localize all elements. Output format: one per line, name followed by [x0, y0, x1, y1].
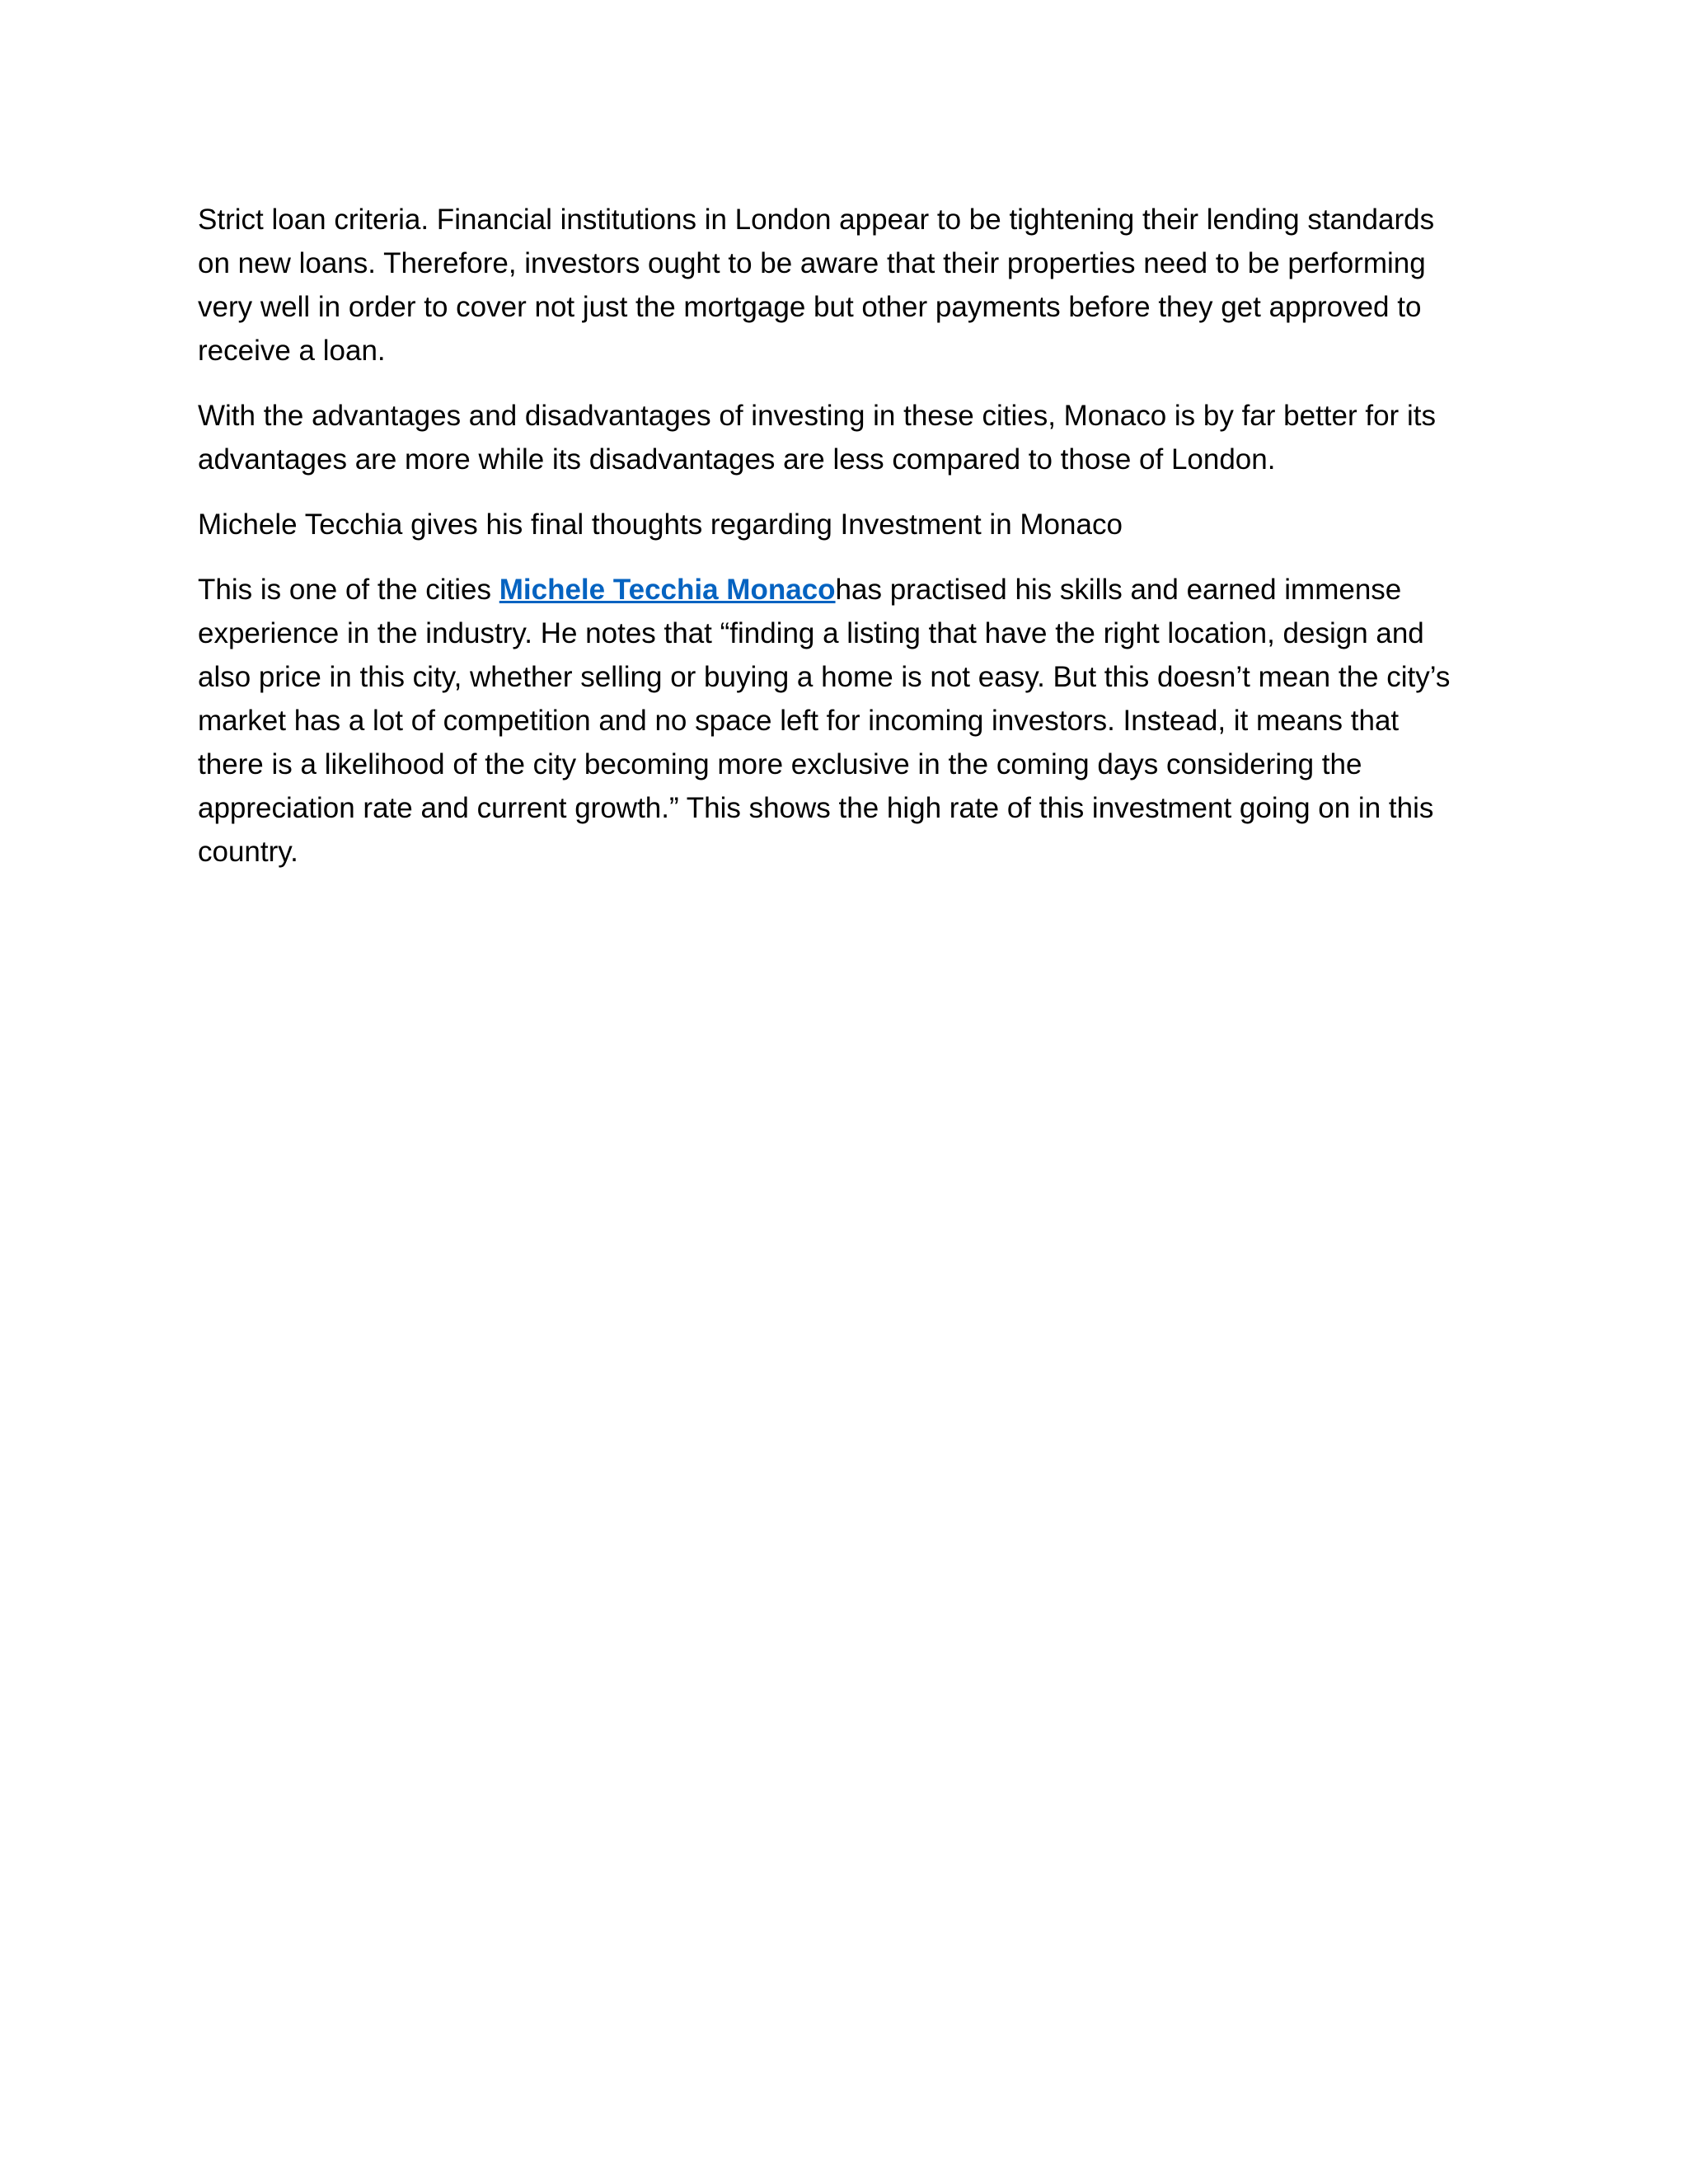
paragraph-loan-criteria: Strict loan criteria. Financial institutions in London appear to be tightening their lending standards on new loans. Therefore, investors ought to be aware that their properties need to be performing very well in order to cover not just the mortgage but other payments before they get approved to receive a loan. [198, 204, 1435, 367]
paragraph-final-thoughts [198, 568, 1467, 874]
michele-tecchia-monaco-link[interactable]: Michele Tecchia Monaco [499, 574, 836, 606]
paragraph-comparison: With the advantages and disadvantages of investing in these cities, Monaco is by far better for its advantages are more while its disadvantages are less compared to those of London. [198, 400, 1436, 476]
paragraph-final-thoughts-heading: Michele Tecchia gives his final thoughts regarding Investment in Monaco [198, 509, 1123, 541]
final-thoughts-text-after-link: has practised his skills and earned immense experience in the industry. He notes that “finding a listing that have the right location, design and also price in this city, whether selling or buying a home is not easy. But this doesn’t mean the city’s market has a lot of competition and no space left for incoming investors. Instead, it means that there is a likelihood of the city becoming more exclusive in the coming days considering the appreciation rate and current growth.” This shows the high rate of this investment going on in this country. [198, 574, 1451, 868]
final-thoughts-text-before-link: This is one of the cities [198, 574, 499, 606]
document-body [198, 198, 1467, 895]
